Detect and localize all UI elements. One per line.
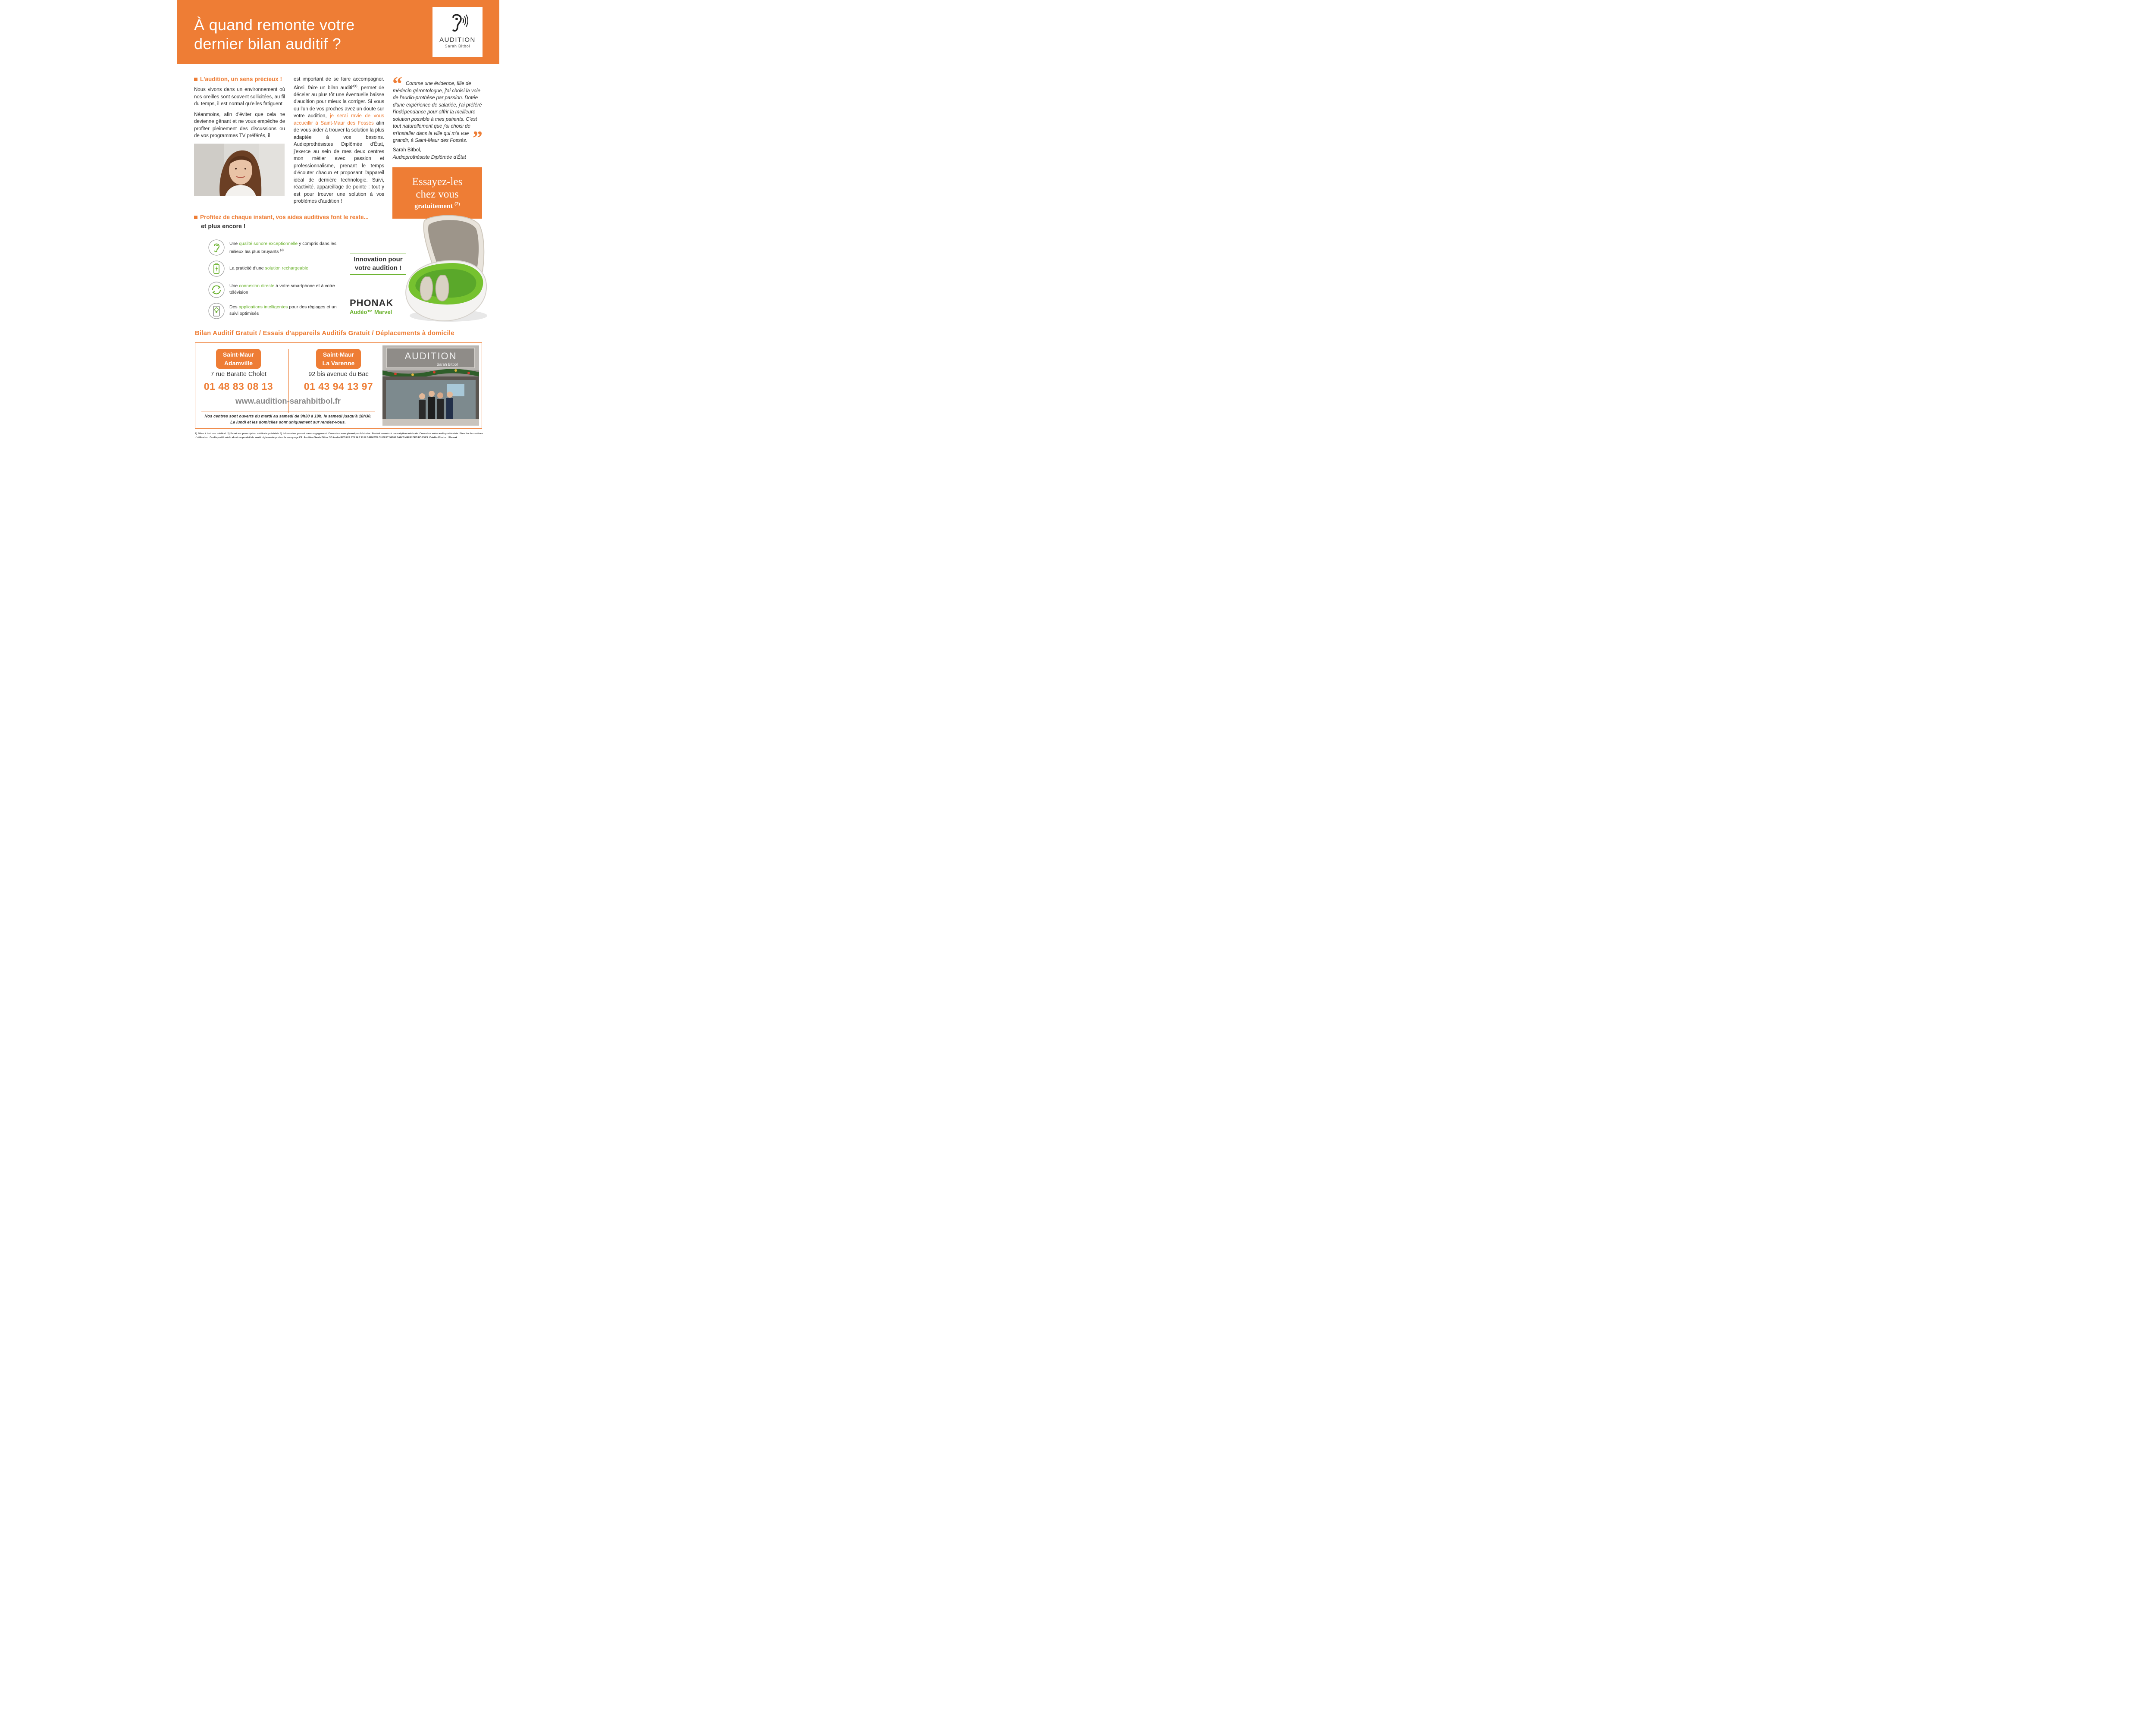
- logo-subtitle: Sarah Bitbol: [445, 44, 470, 48]
- logo-name: AUDITION: [439, 36, 476, 44]
- footnote-ref: (2): [454, 201, 460, 207]
- paragraph: [294, 76, 384, 205]
- feature-text-part: pour des réglages et un suivi optimisés: [229, 304, 337, 316]
- feature-text: [229, 265, 342, 272]
- opening-hours: [200, 414, 376, 426]
- paragraph-text: afin de vous aider à trouver la solution la plus adaptée à vos besoins. Audioprothésistes Diplômée d'État, j'exerce au sein de mes deux centres mon métier avec passion et professionnalisme, prenant le temps d'écouter chacun et proposant l'appareil idéal de dernière technologie. Suivi, réactivité, appareillage de pointe : tout y est pour trouver une solution à vos problèmes d'audition !: [294, 120, 384, 204]
- feature-item-smart-apps: [208, 302, 337, 320]
- feature-text-part: Une: [229, 241, 239, 246]
- storefront-image: [382, 345, 479, 426]
- location-name-line-2: Adamville: [224, 360, 253, 367]
- try-title: [392, 176, 482, 201]
- phone-adamville[interactable]: 01 48 83 08 13: [204, 381, 273, 392]
- location-badge-la-varenne: [316, 349, 361, 369]
- feature-item-connectivity: [208, 281, 337, 298]
- location-name-line-2: La Varenne: [322, 360, 355, 367]
- website-link[interactable]: www.audition-sarahbitbol.fr: [235, 396, 341, 405]
- feature-text-part: à votre smartphone et à votre télévision: [229, 283, 335, 295]
- audition-logo: [432, 7, 483, 57]
- address-adamville: 7 rue Baratte Cholet: [210, 371, 266, 378]
- orange-square-bullet-icon: [194, 78, 197, 81]
- store-sign-subtext: Sarah Bitbol: [436, 362, 458, 367]
- author-role: Audioprothésiste Diplômée d'État: [393, 155, 466, 160]
- paragraph-text: est important de se faire accompagner. Ainsi, faire un bilan auditif: [294, 77, 384, 91]
- feature-highlight: connexion directe: [239, 283, 275, 289]
- location-name-line-1: Saint-Maur: [323, 351, 354, 358]
- feature-highlight: qualité sonore exceptionnelle: [239, 241, 298, 246]
- product-model: Audéo™ Marvel: [350, 309, 392, 315]
- feature-text-part: Des: [229, 304, 239, 310]
- legal-footnote: 1) Bilan à but non médical. 2) Essai sur prescription médicale préalable 3) Information produit sans engagement. Consultez www.phonakpro.fr/etudes. Produit soumis à prescription médicale. Consultez votre audioprothésiste. Bien lire les notices d'utilisation. Ce dispositif médical est un produit de santé réglementé portant le marquage CE. Audition Sarah Bitbol SB Audio RCS 819 876 94 7 RUE BARATTE CHOLET 94100 SAINT MAUR DES FOSSES. Crédits Photos : Phonak: [195, 433, 483, 439]
- section-title-audition: [194, 76, 282, 82]
- try-line-2: chez vous: [416, 188, 459, 200]
- address-la-varenne: 92 bis avenue du Bac: [308, 371, 369, 378]
- tagline-line-1: Innovation pour: [354, 256, 403, 263]
- testimonial-quote: Comme une évidence, fille de médecin gérontologue, j'ai choisi la voie de l'audio-prothèse par passion. Dotée d'une expérience de salariée, j'ai préféré l'indépendance pour offrir la meilleure solution possible à mes patients. C'est tout naturellement que j'ai choisi de m'installer dans la ville qui m'a vue grandir, à Saint-Maur des Fossés.: [393, 81, 482, 143]
- portrait-photo: [194, 144, 285, 196]
- feature-item-rechargeable: [208, 260, 337, 277]
- quote-signature: [393, 147, 483, 161]
- header-banner: [177, 0, 499, 64]
- feature-text: [229, 241, 342, 255]
- close-quote-icon: ”: [473, 127, 483, 149]
- footnote-ref: (3): [280, 249, 284, 252]
- paragraph: Nous vivons dans un environnement où nos oreilles sont souvent sollicitées, au fil du temps, il est normal qu'elles fatiguent.: [194, 87, 285, 107]
- advertisement-page: [177, 0, 499, 445]
- feature-highlight: applications intelligentes: [238, 304, 288, 310]
- sync-icon: [208, 281, 225, 298]
- portrait-image: [194, 144, 285, 196]
- article-column-1: [194, 86, 285, 143]
- contact-box: [195, 342, 482, 429]
- ear-sound-logo-icon: [448, 13, 470, 34]
- ear-icon: [208, 239, 225, 256]
- highlighted-text: je serai ravie de vous accueillir à Saint-Maur des Fossés: [294, 113, 385, 126]
- feature-text: [229, 304, 342, 317]
- headline-line-1: À quand remonte votre: [194, 16, 355, 34]
- phone-la-varenne[interactable]: 01 43 94 13 97: [304, 381, 373, 392]
- section-title-text: Profitez de chaque instant, vos aides auditives font le reste...: [200, 214, 369, 220]
- paragraph-text: , permet de déceler au plus tôt une éventuelle baisse d'audition pour mieux la corriger. Si vous ou l'un de vos proches avez un doute sur votre audition,: [294, 85, 384, 119]
- hours-line-2: Le lundi et les domiciles sont uniquement sur rendez-vous.: [230, 420, 346, 425]
- feature-text: [229, 283, 342, 296]
- storefront-photo: [382, 345, 479, 426]
- headline-line-2: dernier bilan auditif ?: [194, 35, 342, 53]
- try-line-3: gratuitement: [414, 202, 453, 210]
- feature-highlight: solution rechargeable: [265, 266, 308, 271]
- location-name-line-1: Saint-Maur: [222, 351, 254, 358]
- services-banner: Bilan Auditif Gratuit / Essais d'appareils Auditifs Gratuit / Déplacements à domicile: [195, 330, 454, 337]
- tagline-line-2: votre audition !: [354, 264, 402, 272]
- hearing-aid-charger-image: [397, 212, 492, 325]
- feature-item-sound-quality: [208, 239, 337, 256]
- feature-text-part: y compris dans les milieux les plus bruyants: [229, 241, 337, 254]
- try-line-1: Essayez-les: [412, 176, 463, 188]
- open-quote-icon: “: [392, 72, 402, 94]
- try-at-home-box: [392, 167, 482, 219]
- section-subtitle: et plus encore !: [201, 223, 246, 229]
- section-title-benefits: [194, 214, 369, 220]
- try-free: [392, 201, 482, 210]
- orange-square-bullet-icon: [194, 216, 197, 219]
- feature-text-part: La praticité d'une: [229, 266, 265, 271]
- battery-icon: [208, 260, 225, 277]
- location-badge-adamville: [216, 349, 261, 369]
- headline: [194, 16, 418, 53]
- footnote-ref: (1): [354, 85, 357, 88]
- paragraph: Néanmoins, afin d'éviter que cela ne devienne gênant et ne vous empêche de profiter pleinement des discussions ou de vos programmes TV préférés, il: [194, 112, 285, 138]
- smartphone-bulb-icon: [208, 302, 225, 320]
- section-title-text: L'audition, un sens précieux !: [200, 76, 282, 82]
- author-name: Sarah Bitbol,: [393, 147, 421, 153]
- phonak-brand-logo: PHONAK: [350, 298, 394, 308]
- hours-line-1: Nos centres sont ouverts du mardi au samedi de 9h30 à 19h, le samedi jusqu'à 18h30.: [204, 414, 372, 419]
- store-sign-text: AUDITION: [404, 351, 457, 361]
- feature-text-part: Une: [229, 283, 239, 289]
- article-column-2: [294, 76, 384, 205]
